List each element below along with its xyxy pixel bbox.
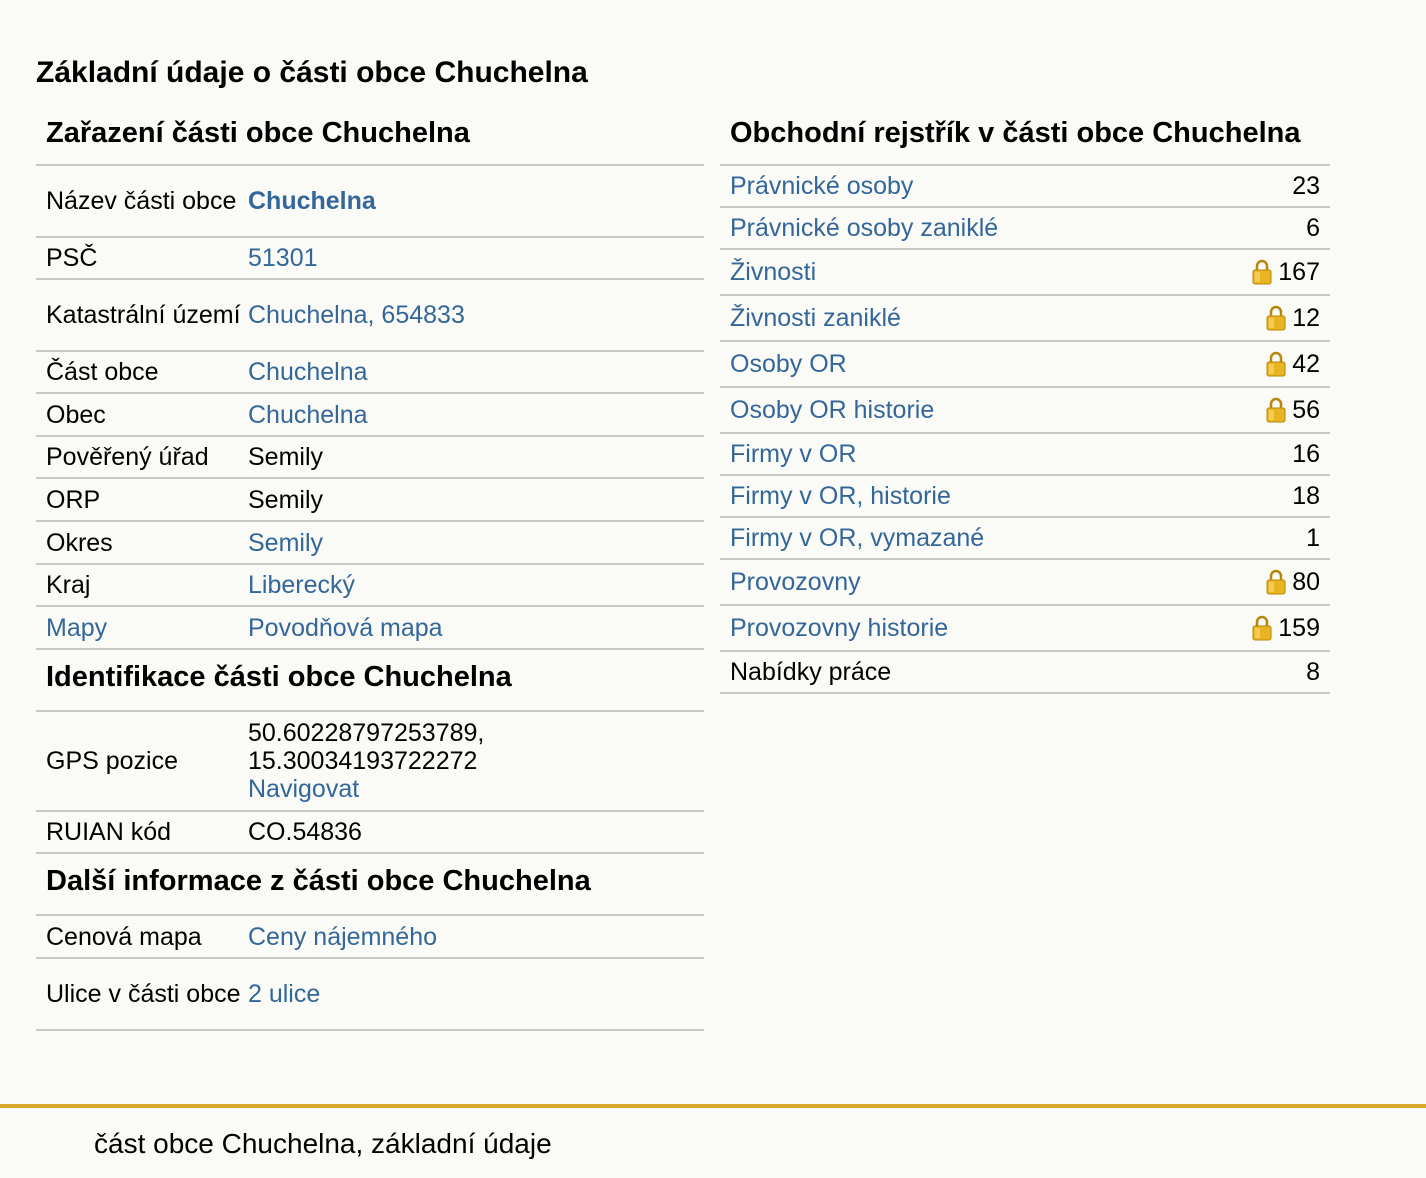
nazev-casti-link[interactable]: Chuchelna <box>248 187 376 215</box>
count-value: 167 <box>1278 257 1320 286</box>
zarazeni-heading: Zařazení části obce Chuchelna <box>36 108 704 166</box>
count-cell <box>1266 350 1330 379</box>
kraj-link[interactable]: Liberecký <box>248 571 355 599</box>
list-item <box>720 560 1330 606</box>
obchodni-item-link[interactable]: Firmy v OR <box>730 439 857 468</box>
katastralni-uzemi-link[interactable]: Chuchelna, 654833 <box>248 301 465 329</box>
table-row <box>36 394 704 437</box>
lock-icon <box>1266 569 1286 595</box>
obchodni-heading: Obchodní rejstřík v části obce Chuchelna <box>720 108 1330 166</box>
identifikace-heading: Identifikace části obce Chuchelna <box>36 650 704 712</box>
list-item <box>720 166 1330 208</box>
gps-longitude: 15.30034193722272 <box>248 747 478 775</box>
list-item <box>720 296 1330 342</box>
povereny-urad-value: Semily <box>248 443 324 471</box>
table-row <box>36 959 704 1031</box>
left-column <box>36 108 704 1031</box>
count-value: 42 <box>1292 349 1320 378</box>
count-value: 6 <box>1306 213 1320 242</box>
obchodni-item-link[interactable]: Firmy v OR, vymazané <box>730 523 985 552</box>
count-cell <box>1292 482 1330 511</box>
list-item <box>720 250 1330 296</box>
count-cell <box>1266 396 1330 425</box>
row-label: GPS pozice <box>46 747 179 775</box>
count-value: 8 <box>1306 657 1320 686</box>
row-label: Ulice v části obce <box>46 980 241 1008</box>
table-row <box>36 916 704 959</box>
right-column <box>720 108 1330 694</box>
table-row <box>36 479 704 522</box>
ulice-link[interactable]: 2 ulice <box>248 980 321 1008</box>
count-value: 18 <box>1292 481 1320 510</box>
lock-icon <box>1266 305 1286 331</box>
count-value: 159 <box>1278 613 1320 642</box>
list-item <box>720 652 1330 694</box>
table-row <box>36 712 704 812</box>
row-label: Část obce <box>46 358 159 386</box>
okres-link[interactable]: Semily <box>248 528 324 557</box>
lock-icon <box>1252 259 1272 285</box>
page-title: Základní údaje o části obce Chuchelna <box>36 56 588 89</box>
count-value: 23 <box>1292 171 1320 200</box>
count-value: 80 <box>1292 567 1320 596</box>
row-label: Okres <box>46 528 113 557</box>
row-label: Název části obce <box>46 187 237 215</box>
nabidky-prace-label: Nabídky práce <box>730 657 892 686</box>
row-label: PSČ <box>46 244 98 272</box>
obchodni-item-link[interactable]: Firmy v OR, historie <box>730 481 951 510</box>
table-row <box>36 352 704 394</box>
count-value: 1 <box>1306 523 1320 552</box>
list-item <box>720 518 1330 560</box>
lock-icon <box>1266 397 1286 423</box>
count-value: 56 <box>1292 395 1320 424</box>
count-cell <box>1252 614 1330 643</box>
count-cell <box>1266 304 1330 333</box>
count-cell <box>1306 658 1330 687</box>
list-item <box>720 434 1330 476</box>
ruian-value: CO.54836 <box>248 818 362 846</box>
row-label: Pověřený úřad <box>46 443 209 471</box>
dalsi-heading: Další informace z části obce Chuchelna <box>36 854 704 916</box>
row-label: ORP <box>46 485 101 514</box>
table-row <box>36 280 704 352</box>
table-row <box>36 437 704 479</box>
obchodni-item-link[interactable]: Živnosti <box>730 257 817 286</box>
count-cell <box>1306 214 1330 243</box>
footer-text: část obce Chuchelna, základní údaje <box>94 1128 552 1159</box>
cast-obce-link[interactable]: Chuchelna <box>248 358 368 386</box>
count-cell <box>1292 440 1330 469</box>
obec-link[interactable]: Chuchelna <box>248 400 368 429</box>
psc-link[interactable]: 51301 <box>248 244 318 272</box>
list-item <box>720 342 1330 388</box>
povodnova-mapa-link[interactable]: Povodňová mapa <box>248 613 443 642</box>
row-label: Obec <box>46 400 106 429</box>
list-item <box>720 476 1330 518</box>
gps-latitude: 50.60228797253789, <box>248 719 485 747</box>
obchodni-item-link[interactable]: Osoby OR <box>730 349 847 378</box>
lock-icon <box>1252 615 1272 641</box>
count-cell <box>1252 258 1330 287</box>
obchodni-item-link[interactable]: Provozovny historie <box>730 613 949 642</box>
count-value: 12 <box>1292 303 1320 332</box>
list-item <box>720 606 1330 652</box>
count-cell <box>1306 524 1330 553</box>
count-cell <box>1292 172 1330 201</box>
navigovat-link[interactable]: Navigovat <box>248 775 360 803</box>
ceny-najemneho-link[interactable]: Ceny nájemného <box>248 922 438 951</box>
lock-icon <box>1266 351 1286 377</box>
obchodni-item-link[interactable]: Provozovny <box>730 567 861 596</box>
row-label: Katastrální území <box>46 301 241 329</box>
list-item <box>720 208 1330 250</box>
row-label: Kraj <box>46 571 91 599</box>
count-value: 16 <box>1292 439 1320 468</box>
list-item <box>720 388 1330 434</box>
table-row <box>36 166 704 238</box>
obchodni-item-link[interactable]: Osoby OR historie <box>730 395 935 424</box>
row-label: RUIAN kód <box>46 818 172 846</box>
obchodni-item-link[interactable]: Živnosti zaniklé <box>730 303 901 332</box>
table-row <box>36 607 704 650</box>
row-label: Cenová mapa <box>46 922 202 951</box>
table-row <box>36 565 704 607</box>
orp-value: Semily <box>248 485 324 514</box>
count-cell <box>1266 568 1330 597</box>
table-row <box>36 812 704 854</box>
table-row <box>36 522 704 565</box>
obchodni-item-link[interactable]: Právnické osoby zaniklé <box>730 213 999 242</box>
table-row <box>36 238 704 280</box>
obchodni-list <box>720 166 1330 694</box>
obchodni-item-link[interactable]: Právnické osoby <box>730 171 914 200</box>
mapy-link[interactable]: Mapy <box>46 613 108 642</box>
footer-divider <box>0 1104 1426 1108</box>
